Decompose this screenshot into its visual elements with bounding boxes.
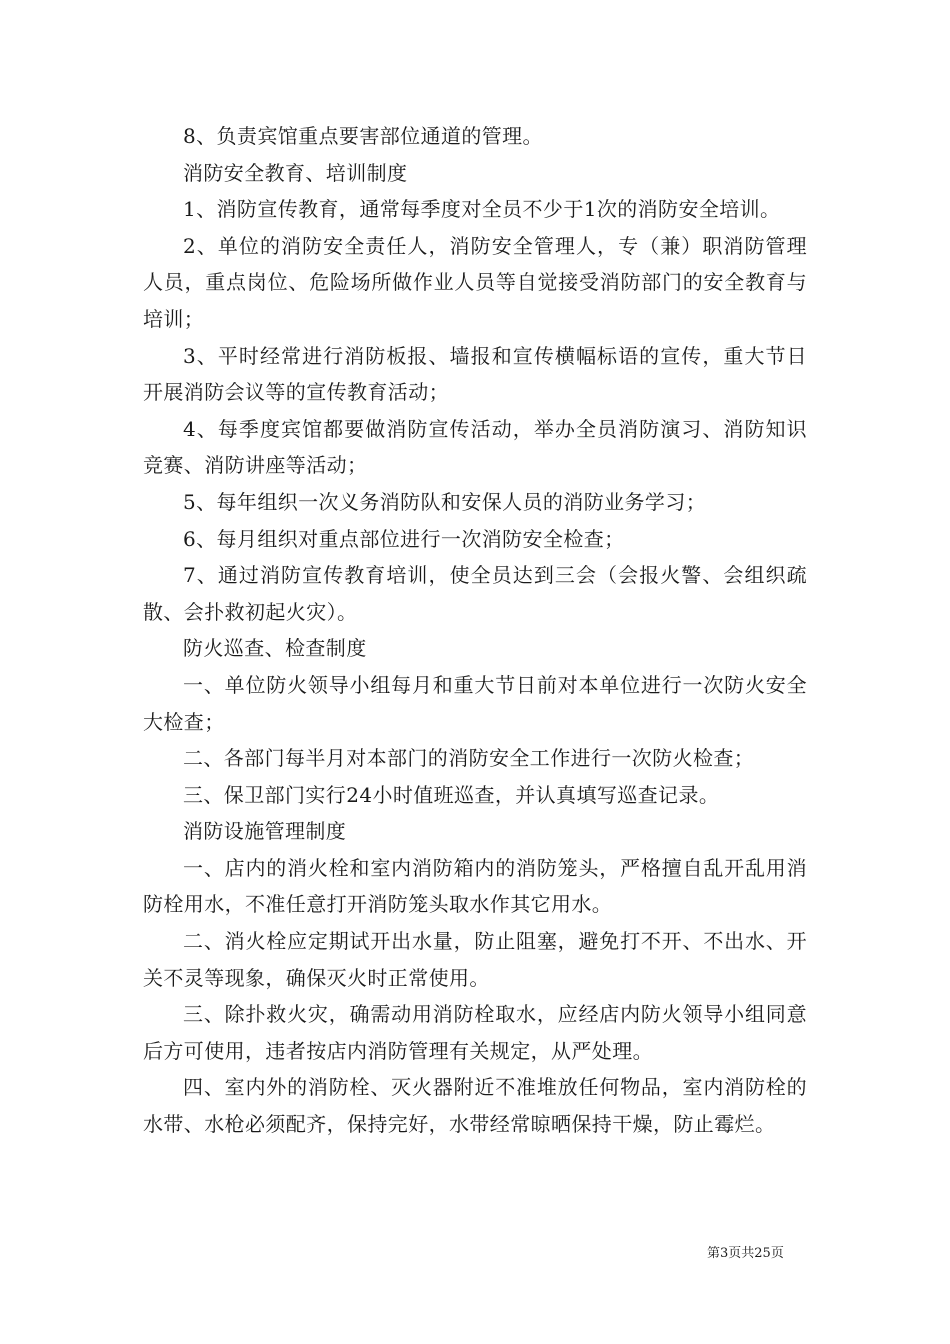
paragraph: 6、每月组织对重点部位进行一次消防安全检查； (183, 526, 625, 551)
paragraph: 三、保卫部门实行24小时值班巡查，并认真填写巡查记录。 (183, 782, 720, 807)
paragraph: 二、消火栓应定期试开出水量，防止阻塞，避免打不开、不出水、开关不灵等现象，确保灭火时正常使用。 (143, 929, 807, 990)
paragraph: 一、单位防火领导小组每月和重大节日前对本单位进行一次防火安全大检查； (143, 672, 807, 734)
section-heading: 消防安全教育、培训制度 (183, 160, 408, 185)
paragraph: 3、平时经常进行消防板报、墙报和宣传横幅标语的宣传，重大节日开展消防会议等的宣传教育活动； (143, 343, 807, 405)
paragraph: 四、室内外的消防栓、灭火器附近不准堆放任何物品，室内消防栓的水带、水枪必须配齐，保持完好，水带经常晾晒保持干燥，防止霉烂。 (143, 1075, 807, 1137)
section-heading: 消防设施管理制度 (183, 819, 347, 844)
paragraph: 5、每年组织一次义务消防队和安保人员的消防业务学习； (183, 489, 707, 514)
section-heading: 防火巡查、检查制度 (183, 636, 367, 661)
paragraph: 一、店内的消火栓和室内消防箱内的消防笼头，严格擅自乱开乱用消防栓用水，不准任意打开消防笼头取水作其它用水。 (143, 855, 807, 917)
document-body (143, 118, 807, 1143)
paragraph: 4、每季度宾馆都要做消防宣传活动，举办全员消防演习、消防知识竞赛、消防讲座等活动； (143, 416, 807, 478)
page-number-footer: 第3页共25页 (707, 1246, 784, 1261)
paragraph: 2、单位的消防安全责任人，消防安全管理人，专（兼）职消防管理人员，重点岗位、危险场所做作业人员等自觉接受消防部门的安全教育与培训； (143, 233, 807, 331)
paragraph: 二、各部门每半月对本部门的消防安全工作进行一次防火检查； (183, 746, 755, 771)
paragraph: 8、负责宾馆重点要害部位通道的管理。 (183, 124, 543, 148)
paragraph: 1、消防宣传教育，通常每季度对全员不少于1次的消防安全培训。 (183, 197, 781, 222)
paragraph: 三、除扑救火灾，确需动用消防栓取水，应经店内防火领导小组同意后方可使用，违者按店内消防管理有关规定，从严处理。 (143, 1002, 807, 1063)
paragraph: 7、通过消防宣传教育培训，使全员达到三会（会报火警、会组织疏散、会扑救初起火灾）。 (143, 563, 807, 624)
